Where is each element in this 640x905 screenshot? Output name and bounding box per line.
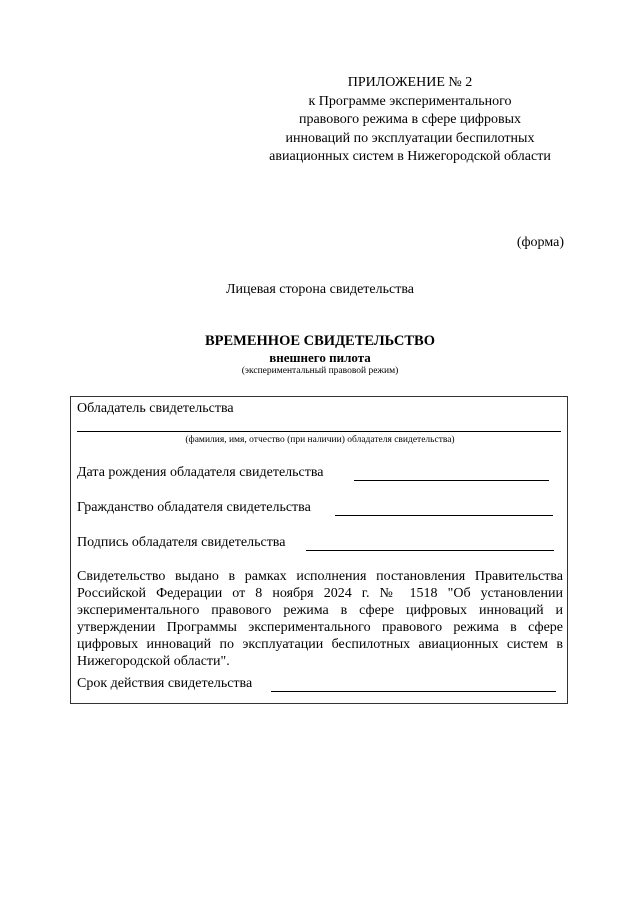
side-label: Лицевая сторона свидетельства [226, 282, 414, 297]
form-label: (форма) [516, 235, 564, 250]
appendix-line: ПРИЛОЖЕНИЕ № 2 [347, 75, 473, 90]
validity-line[interactable] [271, 691, 556, 692]
holder-caption: (фамилия, имя, отчество (при наличии) обладателя свидетельства) [185, 435, 455, 445]
appendix-line: правового режима в сфере цифровых [298, 112, 522, 127]
birth-date-line[interactable] [354, 480, 549, 481]
certificate-subtitle: внешнего пилота [269, 350, 371, 365]
appendix-line: инноваций по эксплуатации беспилотных [285, 130, 535, 146]
signature-line[interactable] [306, 550, 554, 551]
holder-label: Обладатель свидетельства [77, 401, 234, 416]
validity-label: Срок действия свидетельства [77, 676, 253, 691]
citizenship-label: Гражданство обладателя свидетельства [77, 500, 311, 515]
appendix-line: авиационных систем в Нижегородской области [269, 149, 551, 164]
certificate-box [70, 396, 568, 704]
birth-date-label: Дата рождения обладателя свидетельства [77, 465, 324, 480]
certificate-title: ВРЕМЕННОЕ СВИДЕТЕЛЬСТВО [204, 333, 436, 349]
appendix-line: к Программе экспериментального [308, 93, 512, 109]
appendix-header [230, 74, 590, 167]
signature-label: Подпись обладателя свидетельства [77, 535, 286, 550]
issued-text: Свидетельство выдано в рамках исполнения постановления Правительства Российской Федерации от 8 ноября 2024 г. № 1518 "Об установлении экспериментального правового режима в сфере цифровых инноваций и утверждении Программы экспериментального правового режима в сфере цифровых инноваций по эксплуатации беспилотных авиационных систем в Нижегородской области". [77, 569, 563, 669]
holder-name-line[interactable] [77, 431, 561, 432]
certificate-note: (экспериментальный правовой режим) [241, 366, 399, 376]
citizenship-line[interactable] [335, 515, 553, 516]
certificate-heading [0, 332, 640, 378]
